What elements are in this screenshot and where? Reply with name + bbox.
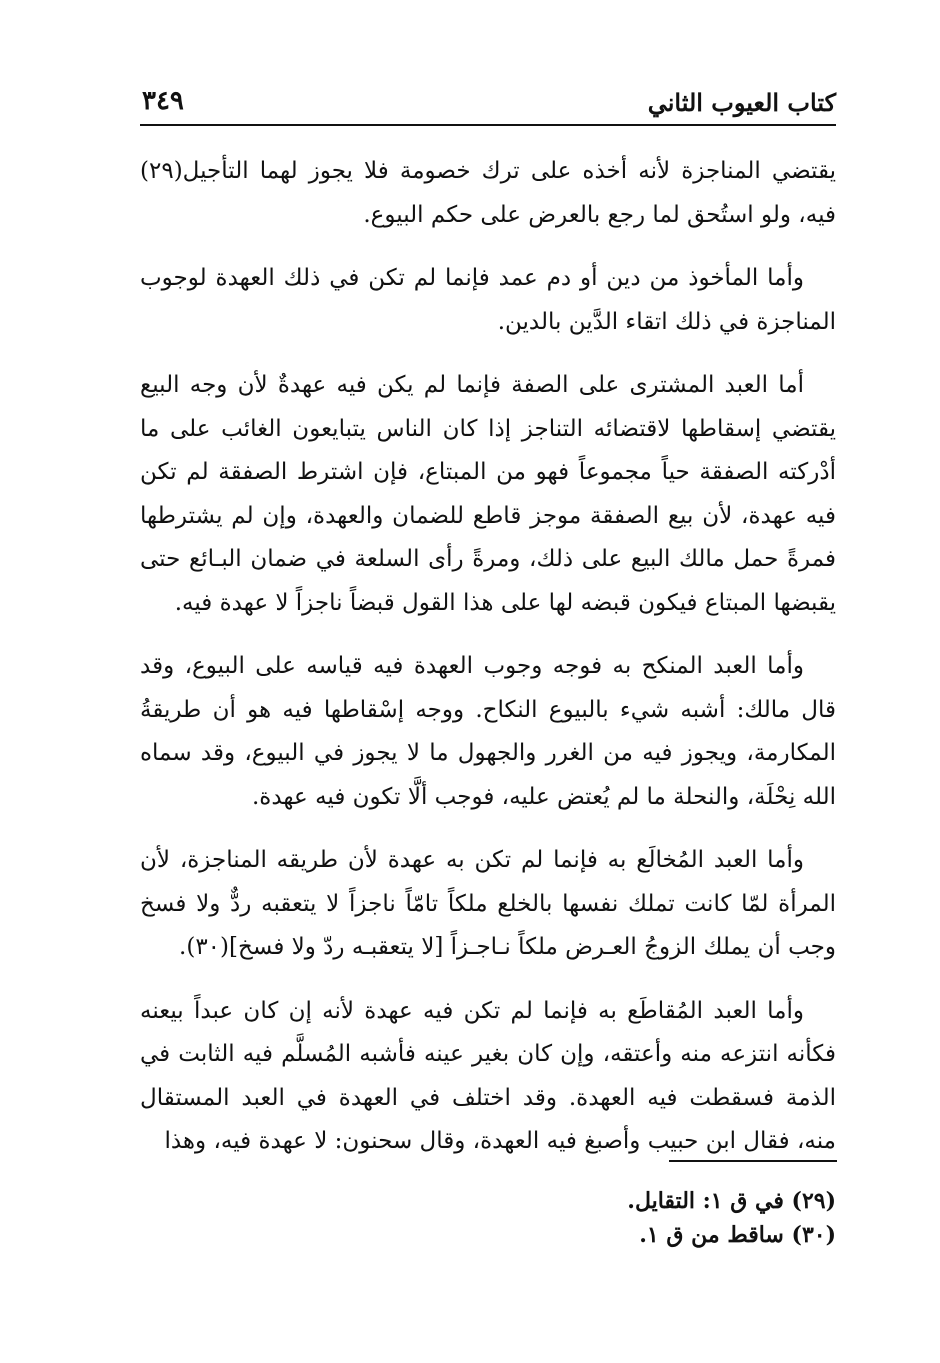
footnote: (٢٩) في ق ١: التقايل. [627, 1188, 836, 1214]
footnote: (٣٠) ساقط من ق ١. [639, 1222, 836, 1248]
running-title: كتاب العيوب الثاني [647, 88, 836, 117]
paragraph: أما العبد المشترى على الصفة فإنما لم يكن فيه عهدةٌ لأن وجه البيع يقتضي إسقاطها لاقتضائه التناجز إذا كان الناس يتبايعون الغائب على ما أدْركته الصفقة حياً مجموعاً فهو من المبتاع، فإن اشترط الصفقة لم تكن فيه عهدة، لأن بيع الصفقة موجز قاطع للضمان والعهدة، وإن لم يشترطها فمرةً حمل مالك البيع على ذلك، ومرةً رأى السلعة في ضمان البـائع حتى يقبضها المبتاع فيكون قبضه لها على هذا القول قبضاً ناجزاً لا عهدة فيه. [140, 372, 836, 616]
page-header [140, 82, 836, 126]
paragraph: يقتضي المناجزة لأنه أخذه على ترك خصومة فلا يجوز لهما التأجيل(٢٩) فيه، ولو استُحق لما رجع بالعرض على حكم البيوع. [140, 158, 836, 228]
main-text [140, 150, 836, 1184]
paragraph: وأما العبد المُقاطَع به فإنما لم تكن فيه عهدة لأنه إن كان عبداً بيعنه فكأنه انتزعه منه وأعتقه، وإن كان بغير عينه فأشبه المُسلَّم فيه الثابت في الذمة فسقطت فيه العهدة. وقد اختلف في العهدة في العبد المستقال منه، فقال ابن حبيب وأصبغ فيه العهدة، وقال سحنون: لا عهدة فيه، وهذا [140, 997, 836, 1154]
paragraph: وأما العبد المنكح به فوجه وجوب العهدة فيه قياسه على البيوع، وقد قال مالك: أشبه شيء بالبيوع النكاح. ووجه إسْقاطها فيه هو أن طريقةُ المكارمة، ويجوز فيه من الغرر والجهول ما لا يجوز في البيوع، وقد سماه الله نِحْلَة، والنحلة ما لم يُعتض عليه، فوجب ألَّا تكون فيه عهدة. [140, 653, 836, 810]
paragraph: وأما العبد المُخالَع به فإنما لم تكن به عهدة لأن طريقه المناجزة، لأن المرأة لمّا كانت تملك نفسها بالخلع ملكاً تامّاً ناجزاً لا يتعقبه ردٌّ ولا فسخ وجب أن يملك الزوجُ العـرض ملكاً نـاجـزاً [لا يتعقبـه ردّ ولا فسخ](٣٠). [140, 847, 836, 960]
footnotes [140, 1184, 836, 1252]
page-number: ٣٤٩ [142, 86, 184, 116]
footnote-separator [669, 1160, 837, 1162]
paragraph: وأما المأخوذ من دين أو دم عمد فإنما لم تكن في ذلك العهدة لوجوب المناجزة في ذلك اتقاء الدَّين بالدين. [140, 265, 836, 335]
